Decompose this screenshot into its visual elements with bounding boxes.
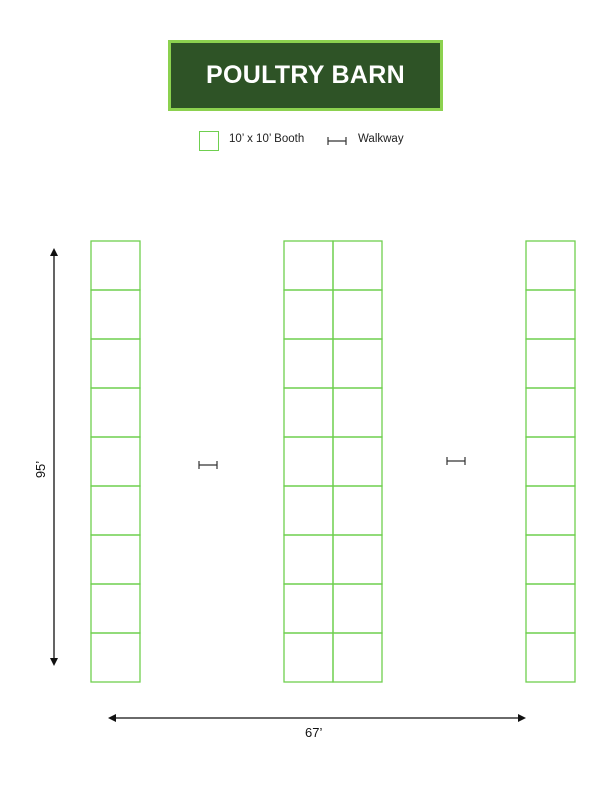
booth-right-c1-r2 — [526, 290, 575, 339]
booth-center-c2-r5 — [333, 437, 382, 486]
booth-center-c2-r7 — [333, 535, 382, 584]
booth-left-c1-r1 — [91, 241, 140, 290]
walkway-marker-2 — [447, 457, 465, 465]
height-dimension-label: 95’ — [33, 460, 49, 479]
booth-center-c1-r7 — [284, 535, 333, 584]
title-text: POULTRY BARN — [206, 61, 405, 89]
booth-center-c2-r9 — [333, 633, 382, 682]
booth-center-c2-r4 — [333, 388, 382, 437]
booth-center-c2-r6 — [333, 486, 382, 535]
booth-center-c2-r1 — [333, 241, 382, 290]
booth-center-c1-r8 — [284, 584, 333, 633]
booth-grid — [91, 241, 575, 682]
booth-left-c1-r4 — [91, 388, 140, 437]
booth-right-c1-r3 — [526, 339, 575, 388]
booth-center-c1-r9 — [284, 633, 333, 682]
booth-right-c1-r7 — [526, 535, 575, 584]
booth-left-c1-r7 — [91, 535, 140, 584]
booth-center-c2-r2 — [333, 290, 382, 339]
width-dimension-label: 67’ — [305, 725, 323, 740]
booth-left-c1-r8 — [91, 584, 140, 633]
booth-right-c1-r1 — [526, 241, 575, 290]
booth-left-c1-r5 — [91, 437, 140, 486]
booth-center-c1-r5 — [284, 437, 333, 486]
walkway-legend-label: Walkway — [358, 133, 404, 145]
booth-left-c1-r9 — [91, 633, 140, 682]
booth-right-c1-r8 — [526, 584, 575, 633]
booth-right-c1-r6 — [526, 486, 575, 535]
booth-left-c1-r6 — [91, 486, 140, 535]
booth-right-c1-r5 — [526, 437, 575, 486]
booth-center-c1-r2 — [284, 290, 333, 339]
booth-right-c1-r4 — [526, 388, 575, 437]
booth-center-c1-r4 — [284, 388, 333, 437]
booth-right-c1-r9 — [526, 633, 575, 682]
booth-center-c1-r3 — [284, 339, 333, 388]
booth-center-c2-r3 — [333, 339, 382, 388]
walkway-marker-1 — [199, 461, 217, 469]
booth-legend-label: 10’ x 10’ Booth — [229, 133, 305, 145]
walkway-markers — [199, 457, 465, 469]
booth-left-c1-r3 — [91, 339, 140, 388]
booth-center-c2-r8 — [333, 584, 382, 633]
booth-center-c1-r6 — [284, 486, 333, 535]
booth-left-c1-r2 — [91, 290, 140, 339]
booth-center-c1-r1 — [284, 241, 333, 290]
